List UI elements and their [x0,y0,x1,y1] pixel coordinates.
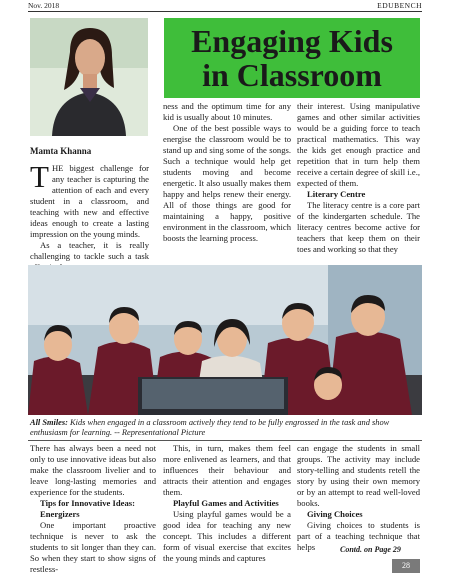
bottom-column-2 [163,443,291,564]
paragraph: ness and the optimum time for any kid is usually about 10 minutes. [163,101,291,122]
subheading-tips: Tips for Innovative Ideas: [40,498,135,508]
column-2 [163,101,291,244]
continued-note: Contd. on Page 29 [340,545,401,554]
intro-paragraph [30,159,149,240]
subheading-giving-choices: Giving Choices [307,509,363,519]
caption-text: Kids when engaged in a classroom actively they tend to be fully engrossed in the task and show enthusiasm for learning. -- Representational Picture [30,418,390,437]
page-header [0,0,450,12]
magazine-name: EDUBENCH [377,1,422,10]
photo-caption [30,418,422,438]
intro-text: HE biggest challenge for any teacher is capturing the attention of each and every student in a classroom, and teaching with new and effective ideas enough to create a lasting impression on the young minds. [30,163,149,239]
title-line-1: Engaging Kids [191,23,393,59]
article-title [164,18,420,92]
paragraph: Giving choices to students is part of a teaching technique that helps [297,520,420,552]
paragraph: their interest. Using manipulative games and other similar activities would be a guiding force to teach practical mathematics. This way the kids get enough practice and repetition that in turn help them receive a certain degree of skill i.e., expected of them. [297,101,420,188]
paragraph: One important proactive technique is never to ask the students to sit longer than they can. So when they start to show signs of restless- [30,520,156,574]
drop-cap: T [30,159,49,194]
page-number: 28 [392,559,420,573]
paragraph: One of the best possible ways to energise the classroom would be to stand up and sing some of the songs. Such a technique would help get students moving and become energetic. It also usually makes them happy and helps renew their energy. All of those things are good for maintaining a happy, positive environment in the classroom, which boosts the learning process. [163,123,291,243]
article-title-box [164,18,420,98]
author-photo [30,18,148,136]
author-name: Mamta Khanna [30,146,92,156]
column-3 [297,101,420,255]
issue-date: Nov. 2018 [28,1,60,10]
caption-rule [28,440,422,441]
author-portrait-image [30,18,148,136]
subheading-playful-games: Playful Games and Activities [173,498,279,508]
paragraph: There has always been a need not only to use innovative ideas but also make the classroom livelier and to leave long-lasting memories and experience for the students. [30,443,156,497]
paragraph: This, in turn, makes them feel more enlivened as learners, and that influences their behaviour and attracts their attention and engages them. [163,443,291,497]
paragraph: The literacy centre is a core part of the kindergarten schedule. The literacy centres become active for teachers that keep them on their toes and working so that they [297,200,420,254]
header-rule [28,11,422,12]
caption-lead: All Smiles: [30,418,68,427]
title-line-2: in Classroom [202,57,382,93]
bottom-column-1 [30,443,156,575]
column-1 [30,146,149,273]
paragraph: Using playful games would be a good idea for teaching any new concept. This includes a different form of visual exercise that excites the young minds and captures [163,509,291,563]
classroom-image [28,265,422,415]
bottom-column-3 [297,443,420,553]
classroom-photo [28,265,422,415]
paragraph: can engage the students in small groups. The activity may include story-telling and students retell the story by using their own memory or by an attempt to read well-loved books. [297,443,420,508]
subheading-energizers: Energizers [40,509,80,519]
paragraph: As a teacher, it is really challenging to tackle such a task [30,240,149,261]
subheading-literary-centre: Literary Centre [307,189,366,199]
